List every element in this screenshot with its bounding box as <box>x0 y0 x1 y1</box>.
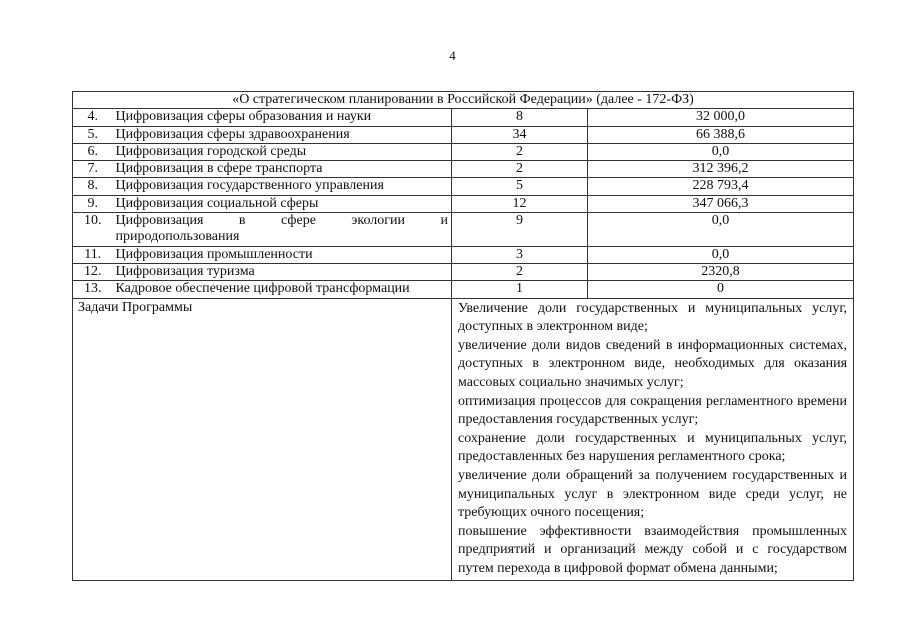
project-name: Цифровизация сферы здравоохранения <box>113 126 452 143</box>
funding-amount: 228 793,4 <box>588 178 854 195</box>
program-table <box>72 91 854 581</box>
table-row <box>73 246 854 263</box>
table-row <box>73 126 854 143</box>
table-row <box>73 213 854 247</box>
funding-amount: 312 396,2 <box>588 161 854 178</box>
table-row <box>73 143 854 160</box>
project-name: Цифровизация туризма <box>113 263 452 280</box>
tasks-label: Задачи Программы <box>73 298 452 581</box>
funding-amount: 0 <box>588 281 854 298</box>
table-row <box>73 178 854 195</box>
project-count: 3 <box>452 246 588 263</box>
table-row <box>73 263 854 280</box>
task-item: повышение эффективности взаимодействия промышленных предприятий и организаций между собой и с государством путем перехода в цифровой формат обмена данными; <box>458 523 848 576</box>
project-name: Цифровизация государственного управления <box>113 178 452 195</box>
project-count: 2 <box>452 143 588 160</box>
project-count: 34 <box>452 126 588 143</box>
project-name-line-2: природопользования <box>115 229 240 245</box>
project-count: 2 <box>452 161 588 178</box>
table-row <box>73 109 854 126</box>
project-name: Цифровизация в сфере транспорта <box>113 161 452 178</box>
funding-amount: 66 388,6 <box>588 126 854 143</box>
project-count: 9 <box>452 213 588 247</box>
row-number: 12. <box>73 263 113 280</box>
project-count: 2 <box>452 263 588 280</box>
funding-amount: 2320,8 <box>588 263 854 280</box>
project-name: Цифровизация городской среды <box>113 143 452 160</box>
project-count: 1 <box>452 281 588 298</box>
project-name-line-1: Цифровизация в сфере экологии и <box>115 213 448 229</box>
row-number: 13. <box>73 281 113 298</box>
row-number: 10. <box>73 213 113 247</box>
project-name: Цифровизация промышленности <box>113 246 452 263</box>
funding-amount: 0,0 <box>588 143 854 160</box>
table-row <box>73 195 854 212</box>
task-item: увеличение доли обращений за получением государственных и муниципальных услуг в электронном виде среди услуг, не требующих очного посещения; <box>458 467 848 521</box>
project-name <box>113 213 452 247</box>
funding-amount: 32 000,0 <box>588 109 854 126</box>
row-number: 11. <box>73 246 113 263</box>
funding-amount: 0,0 <box>588 246 854 263</box>
row-number: 6. <box>73 143 113 160</box>
project-name: Цифровизация социальной сферы <box>113 195 452 212</box>
project-count: 8 <box>452 109 588 126</box>
page-number: 4 <box>449 48 456 63</box>
table-row <box>73 281 854 298</box>
project-name: Кадровое обеспечение цифровой трансформации <box>113 281 452 298</box>
funding-amount: 347 066,3 <box>588 195 854 212</box>
row-number: 8. <box>73 178 113 195</box>
project-count: 12 <box>452 195 588 212</box>
table-row <box>73 161 854 178</box>
row-number: 5. <box>73 126 113 143</box>
task-item: оптимизация процессов для сокращения регламентного времени предоставления государственных услуг; <box>458 393 848 428</box>
table-header-row <box>73 92 854 109</box>
task-item: сохранение доли государственных и муниципальных услуг, предоставленных без нарушения регламентного срока; <box>458 430 848 465</box>
law-reference-cell: «О стратегическом планировании в Российской Федерации» (далее - 172-ФЗ) <box>73 92 854 109</box>
row-number: 7. <box>73 161 113 178</box>
project-count: 5 <box>452 178 588 195</box>
tasks-list <box>452 298 854 581</box>
funding-amount: 0,0 <box>588 213 854 247</box>
task-item: увеличение доли видов сведений в информационных системах, доступных в электронном виде, необходимых для оказания массовых социально значимых услуг; <box>458 337 848 390</box>
project-name: Цифровизация сферы образования и науки <box>113 109 452 126</box>
row-number: 4. <box>73 109 113 126</box>
row-number: 9. <box>73 195 113 212</box>
tasks-row <box>73 298 854 581</box>
task-item: Увеличение доли государственных и муниципальных услуг, доступных в электронном виде; <box>458 300 848 335</box>
